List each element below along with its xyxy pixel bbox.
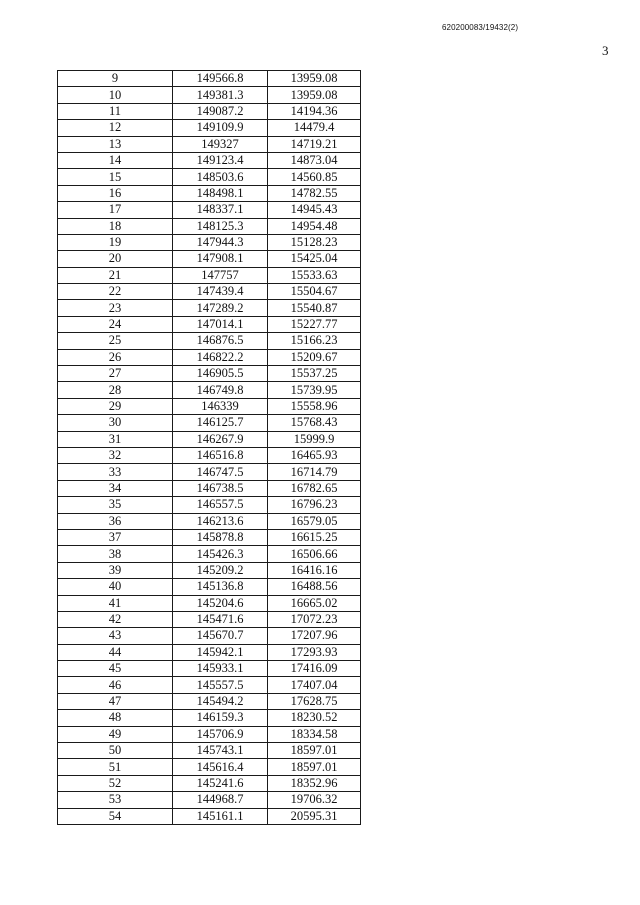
x-coordinate-cell: 146125.7 bbox=[173, 415, 268, 431]
x-coordinate-cell: 145161.1 bbox=[173, 808, 268, 824]
table-row bbox=[58, 480, 361, 496]
y-coordinate-cell: 16465.93 bbox=[268, 447, 361, 463]
table-row bbox=[58, 595, 361, 611]
x-coordinate-cell: 146905.5 bbox=[173, 366, 268, 382]
point-number-cell: 23 bbox=[58, 300, 173, 316]
x-coordinate-cell: 146339 bbox=[173, 398, 268, 414]
table-row bbox=[58, 120, 361, 136]
table-row bbox=[58, 710, 361, 726]
y-coordinate-cell: 15209.67 bbox=[268, 349, 361, 365]
table-row bbox=[58, 169, 361, 185]
x-coordinate-cell: 145942.1 bbox=[173, 644, 268, 660]
point-number-cell: 15 bbox=[58, 169, 173, 185]
y-coordinate-cell: 18230.52 bbox=[268, 710, 361, 726]
y-coordinate-cell: 17072.23 bbox=[268, 611, 361, 627]
point-number-cell: 30 bbox=[58, 415, 173, 431]
y-coordinate-cell: 14719.21 bbox=[268, 136, 361, 152]
coordinates-table bbox=[57, 70, 361, 825]
y-coordinate-cell: 15166.23 bbox=[268, 333, 361, 349]
table-row bbox=[58, 398, 361, 414]
y-coordinate-cell: 15999.9 bbox=[268, 431, 361, 447]
y-coordinate-cell: 16416.16 bbox=[268, 562, 361, 578]
x-coordinate-cell: 148125.3 bbox=[173, 218, 268, 234]
table-row bbox=[58, 497, 361, 513]
point-number-cell: 16 bbox=[58, 185, 173, 201]
point-number-cell: 17 bbox=[58, 202, 173, 218]
x-coordinate-cell: 146267.9 bbox=[173, 431, 268, 447]
point-number-cell: 36 bbox=[58, 513, 173, 529]
table-row bbox=[58, 743, 361, 759]
y-coordinate-cell: 14560.85 bbox=[268, 169, 361, 185]
x-coordinate-cell: 145933.1 bbox=[173, 661, 268, 677]
point-number-cell: 20 bbox=[58, 251, 173, 267]
table-row bbox=[58, 87, 361, 103]
x-coordinate-cell: 145743.1 bbox=[173, 743, 268, 759]
x-coordinate-cell: 146516.8 bbox=[173, 447, 268, 463]
y-coordinate-cell: 17293.93 bbox=[268, 644, 361, 660]
y-coordinate-cell: 15768.43 bbox=[268, 415, 361, 431]
y-coordinate-cell: 14479.4 bbox=[268, 120, 361, 136]
point-number-cell: 28 bbox=[58, 382, 173, 398]
y-coordinate-cell: 17407.04 bbox=[268, 677, 361, 693]
y-coordinate-cell: 13959.08 bbox=[268, 87, 361, 103]
x-coordinate-cell: 145494.2 bbox=[173, 693, 268, 709]
table-row bbox=[58, 300, 361, 316]
table-row bbox=[58, 152, 361, 168]
point-number-cell: 11 bbox=[58, 103, 173, 119]
x-coordinate-cell: 146822.2 bbox=[173, 349, 268, 365]
page-number: 3 bbox=[602, 43, 609, 58]
point-number-cell: 24 bbox=[58, 316, 173, 332]
point-number-cell: 45 bbox=[58, 661, 173, 677]
x-coordinate-cell: 144968.7 bbox=[173, 792, 268, 808]
x-coordinate-cell: 145426.3 bbox=[173, 546, 268, 562]
table-row bbox=[58, 726, 361, 742]
x-coordinate-cell: 147439.4 bbox=[173, 284, 268, 300]
point-number-cell: 42 bbox=[58, 611, 173, 627]
y-coordinate-cell: 17628.75 bbox=[268, 693, 361, 709]
x-coordinate-cell: 148498.1 bbox=[173, 185, 268, 201]
point-number-cell: 29 bbox=[58, 398, 173, 414]
point-number-cell: 43 bbox=[58, 628, 173, 644]
x-coordinate-cell: 147289.2 bbox=[173, 300, 268, 316]
x-coordinate-cell: 146159.3 bbox=[173, 710, 268, 726]
x-coordinate-cell: 145209.2 bbox=[173, 562, 268, 578]
table-row bbox=[58, 251, 361, 267]
y-coordinate-cell: 16714.79 bbox=[268, 464, 361, 480]
y-coordinate-cell: 16579.05 bbox=[268, 513, 361, 529]
table-row bbox=[58, 382, 361, 398]
point-number-cell: 14 bbox=[58, 152, 173, 168]
point-number-cell: 12 bbox=[58, 120, 173, 136]
point-number-cell: 22 bbox=[58, 284, 173, 300]
table-row bbox=[58, 775, 361, 791]
table-row bbox=[58, 759, 361, 775]
y-coordinate-cell: 20595.31 bbox=[268, 808, 361, 824]
table-row bbox=[58, 349, 361, 365]
y-coordinate-cell: 15227.77 bbox=[268, 316, 361, 332]
point-number-cell: 35 bbox=[58, 497, 173, 513]
x-coordinate-cell: 148503.6 bbox=[173, 169, 268, 185]
table-row bbox=[58, 644, 361, 660]
y-coordinate-cell: 14782.55 bbox=[268, 185, 361, 201]
x-coordinate-cell: 147014.1 bbox=[173, 316, 268, 332]
y-coordinate-cell: 15537.25 bbox=[268, 366, 361, 382]
table-row bbox=[58, 661, 361, 677]
table-row bbox=[58, 234, 361, 250]
table-row bbox=[58, 415, 361, 431]
table-row bbox=[58, 808, 361, 824]
point-number-cell: 50 bbox=[58, 743, 173, 759]
x-coordinate-cell: 146749.8 bbox=[173, 382, 268, 398]
x-coordinate-cell: 145557.5 bbox=[173, 677, 268, 693]
point-number-cell: 19 bbox=[58, 234, 173, 250]
x-coordinate-cell: 149109.9 bbox=[173, 120, 268, 136]
y-coordinate-cell: 15128.23 bbox=[268, 234, 361, 250]
y-coordinate-cell: 15540.87 bbox=[268, 300, 361, 316]
point-number-cell: 27 bbox=[58, 366, 173, 382]
y-coordinate-cell: 18597.01 bbox=[268, 759, 361, 775]
point-number-cell: 49 bbox=[58, 726, 173, 742]
x-coordinate-cell: 145706.9 bbox=[173, 726, 268, 742]
x-coordinate-cell: 149087.2 bbox=[173, 103, 268, 119]
table-row bbox=[58, 333, 361, 349]
point-number-cell: 18 bbox=[58, 218, 173, 234]
point-number-cell: 31 bbox=[58, 431, 173, 447]
x-coordinate-cell: 145136.8 bbox=[173, 579, 268, 595]
point-number-cell: 41 bbox=[58, 595, 173, 611]
x-coordinate-cell: 147944.3 bbox=[173, 234, 268, 250]
table-row bbox=[58, 202, 361, 218]
point-number-cell: 52 bbox=[58, 775, 173, 791]
y-coordinate-cell: 17207.96 bbox=[268, 628, 361, 644]
point-number-cell: 37 bbox=[58, 529, 173, 545]
table-row bbox=[58, 316, 361, 332]
table-row bbox=[58, 431, 361, 447]
x-coordinate-cell: 149381.3 bbox=[173, 87, 268, 103]
y-coordinate-cell: 18597.01 bbox=[268, 743, 361, 759]
table-row bbox=[58, 529, 361, 545]
table-row bbox=[58, 284, 361, 300]
point-number-cell: 34 bbox=[58, 480, 173, 496]
x-coordinate-cell: 145878.8 bbox=[173, 529, 268, 545]
point-number-cell: 48 bbox=[58, 710, 173, 726]
y-coordinate-cell: 14945.43 bbox=[268, 202, 361, 218]
y-coordinate-cell: 16488.56 bbox=[268, 579, 361, 595]
point-number-cell: 9 bbox=[58, 71, 173, 87]
y-coordinate-cell: 14873.04 bbox=[268, 152, 361, 168]
point-number-cell: 10 bbox=[58, 87, 173, 103]
point-number-cell: 33 bbox=[58, 464, 173, 480]
x-coordinate-cell: 145670.7 bbox=[173, 628, 268, 644]
x-coordinate-cell: 147908.1 bbox=[173, 251, 268, 267]
point-number-cell: 32 bbox=[58, 447, 173, 463]
y-coordinate-cell: 15739.95 bbox=[268, 382, 361, 398]
x-coordinate-cell: 146876.5 bbox=[173, 333, 268, 349]
point-number-cell: 44 bbox=[58, 644, 173, 660]
y-coordinate-cell: 15504.67 bbox=[268, 284, 361, 300]
table-row bbox=[58, 513, 361, 529]
table-row bbox=[58, 546, 361, 562]
point-number-cell: 46 bbox=[58, 677, 173, 693]
y-coordinate-cell: 15425.04 bbox=[268, 251, 361, 267]
y-coordinate-cell: 16506.66 bbox=[268, 546, 361, 562]
table-row bbox=[58, 366, 361, 382]
table-row bbox=[58, 628, 361, 644]
table-row bbox=[58, 185, 361, 201]
x-coordinate-cell: 146738.5 bbox=[173, 480, 268, 496]
point-number-cell: 40 bbox=[58, 579, 173, 595]
point-number-cell: 13 bbox=[58, 136, 173, 152]
x-coordinate-cell: 149327 bbox=[173, 136, 268, 152]
x-coordinate-cell: 146557.5 bbox=[173, 497, 268, 513]
table-row bbox=[58, 218, 361, 234]
point-number-cell: 51 bbox=[58, 759, 173, 775]
y-coordinate-cell: 13959.08 bbox=[268, 71, 361, 87]
x-coordinate-cell: 145204.6 bbox=[173, 595, 268, 611]
point-number-cell: 21 bbox=[58, 267, 173, 283]
table-row bbox=[58, 267, 361, 283]
table-row bbox=[58, 792, 361, 808]
y-coordinate-cell: 14194.36 bbox=[268, 103, 361, 119]
y-coordinate-cell: 16665.02 bbox=[268, 595, 361, 611]
x-coordinate-cell: 145241.6 bbox=[173, 775, 268, 791]
x-coordinate-cell: 149566.8 bbox=[173, 71, 268, 87]
point-number-cell: 26 bbox=[58, 349, 173, 365]
y-coordinate-cell: 16796.23 bbox=[268, 497, 361, 513]
x-coordinate-cell: 149123.4 bbox=[173, 152, 268, 168]
table-row bbox=[58, 464, 361, 480]
table-row bbox=[58, 579, 361, 595]
document-reference: 620200083/19432(2) bbox=[442, 23, 519, 32]
table-row bbox=[58, 693, 361, 709]
table-row bbox=[58, 136, 361, 152]
point-number-cell: 53 bbox=[58, 792, 173, 808]
table-row bbox=[58, 611, 361, 627]
y-coordinate-cell: 15558.96 bbox=[268, 398, 361, 414]
table-row bbox=[58, 677, 361, 693]
point-number-cell: 39 bbox=[58, 562, 173, 578]
x-coordinate-cell: 145471.6 bbox=[173, 611, 268, 627]
x-coordinate-cell: 145616.4 bbox=[173, 759, 268, 775]
x-coordinate-cell: 146747.5 bbox=[173, 464, 268, 480]
y-coordinate-cell: 15533.63 bbox=[268, 267, 361, 283]
y-coordinate-cell: 17416.09 bbox=[268, 661, 361, 677]
table-row bbox=[58, 71, 361, 87]
point-number-cell: 25 bbox=[58, 333, 173, 349]
x-coordinate-cell: 146213.6 bbox=[173, 513, 268, 529]
table-row bbox=[58, 103, 361, 119]
table-row bbox=[58, 447, 361, 463]
table-body bbox=[58, 71, 361, 825]
point-number-cell: 47 bbox=[58, 693, 173, 709]
y-coordinate-cell: 16615.25 bbox=[268, 529, 361, 545]
y-coordinate-cell: 19706.32 bbox=[268, 792, 361, 808]
y-coordinate-cell: 14954.48 bbox=[268, 218, 361, 234]
x-coordinate-cell: 148337.1 bbox=[173, 202, 268, 218]
table-row bbox=[58, 562, 361, 578]
point-number-cell: 54 bbox=[58, 808, 173, 824]
x-coordinate-cell: 147757 bbox=[173, 267, 268, 283]
point-number-cell: 38 bbox=[58, 546, 173, 562]
y-coordinate-cell: 18352.96 bbox=[268, 775, 361, 791]
y-coordinate-cell: 16782.65 bbox=[268, 480, 361, 496]
y-coordinate-cell: 18334.58 bbox=[268, 726, 361, 742]
